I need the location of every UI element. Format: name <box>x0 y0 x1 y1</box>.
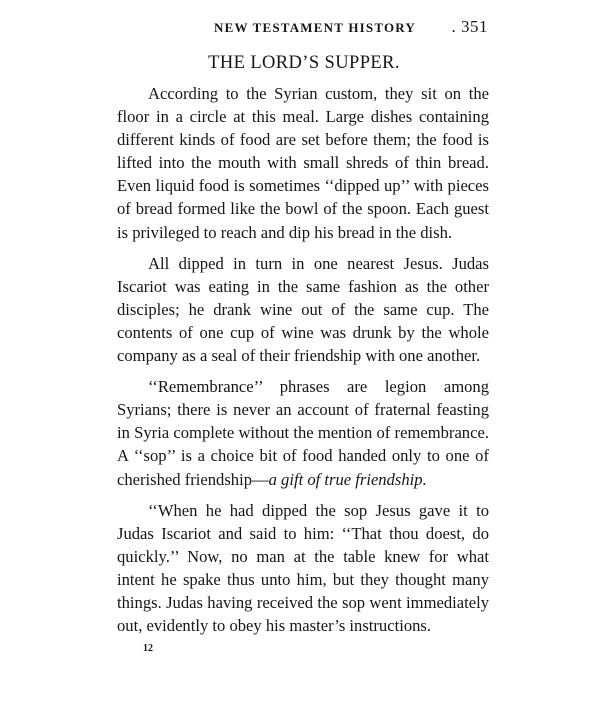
paragraph-3-text: ‘‘Remembrance’’ phrases are legion among Syrians; there is never an account of fraternal feasting in Syria complete without the mention of remembrance. A ‘‘sop’’ is a choice bit of food handed only to one of cherished friendship— <box>117 377 489 489</box>
paragraph-4 <box>117 499 489 638</box>
paragraph-2 <box>117 252 489 367</box>
signature-mark: 12 <box>143 643 153 654</box>
paragraph-1 <box>117 82 489 244</box>
page-number: . 351 <box>451 17 488 36</box>
body-text <box>117 82 489 645</box>
paragraph-3 <box>117 375 489 490</box>
running-header: NEW TESTAMENT HISTORY <box>214 20 416 35</box>
paragraph-2-text: All dipped in turn in one nearest Jesus. Judas Iscariot was eating in the same fashion as the other disciples; he drank wine out of the same cup. The contents of one cup of wine was drunk by the whole company as a seal of their friendship with one another. <box>117 253 489 366</box>
paragraph-1-text: According to the Syrian custom, they sit on the floor in a circle at this meal. Large dishes containing different kinds of food are set before them; the food is lifted into the mouth with small shreds of thin bread. Even liquid food is sometimes ‘‘dipped up’’ with pieces of bread formed like the bowl of the spoon. Each guest is privileged to reach and dip his bread in the dish. <box>117 84 489 242</box>
paragraph-4-text: ‘‘When he had dipped the sop Jesus gave it to Judas Iscariot and said to him: ‘‘That thou doest, do quickly.’’ Now, no man at the table knew for what intent he spake thus unto him, but they thought many things. Judas having received the sop went immediately out, evidently to obey his master’s instructions. <box>117 500 489 636</box>
paragraph-3-italic: a gift of true friendship. <box>268 469 427 489</box>
section-title: THE LORD’S SUPPER. <box>208 53 400 73</box>
